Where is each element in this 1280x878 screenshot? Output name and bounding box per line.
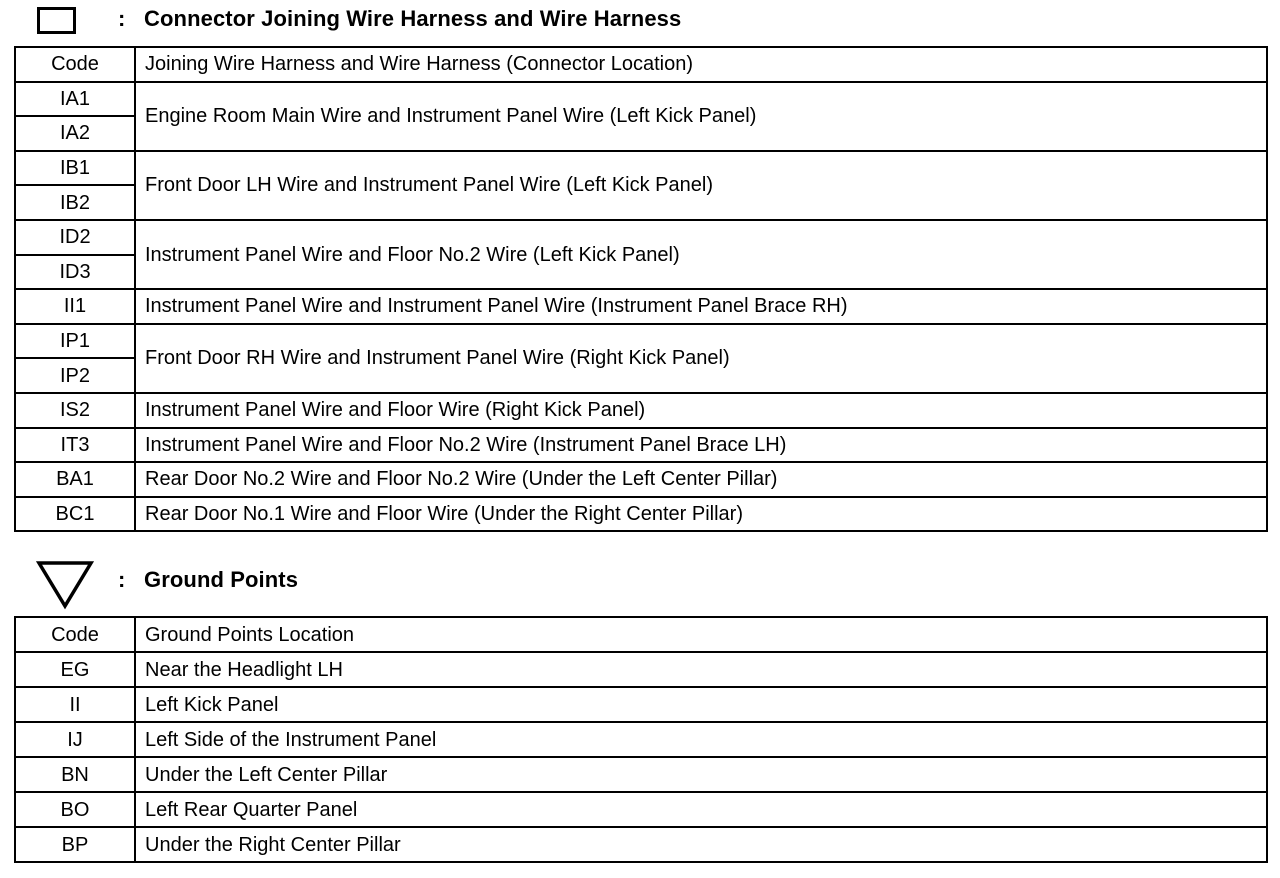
row-description: Front Door LH Wire and Instrument Panel Wire (Left Kick Panel): [135, 151, 1267, 220]
table-row: [15, 827, 1267, 862]
table-row: [15, 687, 1267, 722]
connector-section-heading: [0, 0, 1280, 40]
row-code: ID3: [15, 255, 135, 290]
table-row: [15, 324, 1267, 359]
square-outline-icon: [37, 7, 76, 34]
code-header: Code: [15, 617, 135, 652]
row-description: Under the Right Center Pillar: [135, 827, 1267, 862]
table-row: [15, 428, 1267, 463]
table-row: [15, 220, 1267, 255]
row-description: Instrument Panel Wire and Floor Wire (Right Kick Panel): [135, 393, 1267, 428]
table-row: [15, 757, 1267, 792]
row-code: BN: [15, 757, 135, 792]
down-triangle-icon: [36, 560, 94, 610]
row-code: IT3: [15, 428, 135, 463]
row-code: BC1: [15, 497, 135, 532]
row-code: IB2: [15, 185, 135, 220]
row-code: IJ: [15, 722, 135, 757]
row-code: IS2: [15, 393, 135, 428]
table-header-row: [15, 617, 1267, 652]
row-description: Instrument Panel Wire and Instrument Panel Wire (Instrument Panel Brace RH): [135, 289, 1267, 324]
row-description: Engine Room Main Wire and Instrument Panel Wire (Left Kick Panel): [135, 82, 1267, 151]
row-code: EG: [15, 652, 135, 687]
row-description: Left Side of the Instrument Panel: [135, 722, 1267, 757]
row-description: Front Door RH Wire and Instrument Panel Wire (Right Kick Panel): [135, 324, 1267, 393]
row-code: IA1: [15, 82, 135, 117]
table-row: [15, 497, 1267, 532]
ground-points-table: [14, 616, 1268, 863]
row-code: ID2: [15, 220, 135, 255]
table-row: [15, 722, 1267, 757]
table-row: [15, 82, 1267, 117]
table-row: [15, 462, 1267, 497]
row-description: Under the Left Center Pillar: [135, 757, 1267, 792]
table-header-row: [15, 47, 1267, 82]
row-code: IP2: [15, 358, 135, 393]
table-row: [15, 151, 1267, 186]
row-description: Instrument Panel Wire and Floor No.2 Wire (Instrument Panel Brace LH): [135, 428, 1267, 463]
table-row: [15, 393, 1267, 428]
row-description: Rear Door No.2 Wire and Floor No.2 Wire (Under the Left Center Pillar): [135, 462, 1267, 497]
row-code: II: [15, 687, 135, 722]
row-code: IB1: [15, 151, 135, 186]
code-header: Code: [15, 47, 135, 82]
row-description: Left Kick Panel: [135, 687, 1267, 722]
description-header: Joining Wire Harness and Wire Harness (Connector Location): [135, 47, 1267, 82]
row-code: IP1: [15, 324, 135, 359]
row-description: Instrument Panel Wire and Floor No.2 Wire (Left Kick Panel): [135, 220, 1267, 289]
row-code: BA1: [15, 462, 135, 497]
connector-section-title: Connector Joining Wire Harness and Wire Harness: [144, 6, 682, 31]
heading-colon: :: [118, 567, 126, 592]
row-code: IA2: [15, 116, 135, 151]
table-row: [15, 652, 1267, 687]
row-description: Near the Headlight LH: [135, 652, 1267, 687]
row-code: BP: [15, 827, 135, 862]
row-description: Left Rear Quarter Panel: [135, 792, 1267, 827]
heading-colon: :: [118, 6, 126, 31]
table-row: [15, 289, 1267, 324]
table-row: [15, 792, 1267, 827]
row-code: BO: [15, 792, 135, 827]
connector-table: [14, 46, 1268, 532]
ground-section-heading: [0, 558, 1280, 598]
row-description: Rear Door No.1 Wire and Floor Wire (Under the Right Center Pillar): [135, 497, 1267, 532]
ground-section-title: Ground Points: [144, 567, 299, 592]
row-code: II1: [15, 289, 135, 324]
location-header: Ground Points Location: [135, 617, 1267, 652]
